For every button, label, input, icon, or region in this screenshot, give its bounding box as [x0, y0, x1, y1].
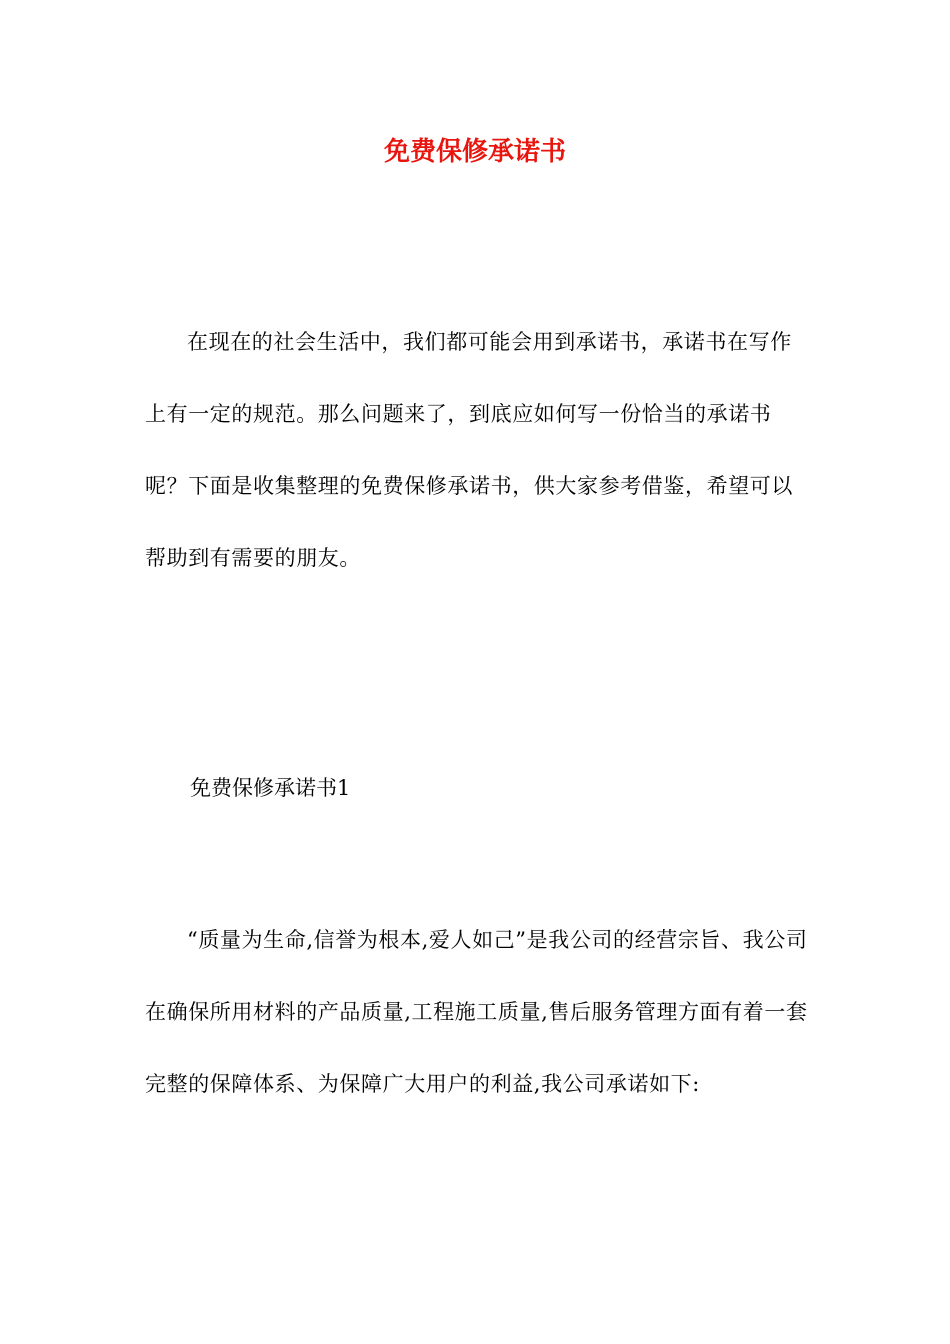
- intro-paragraph: 在现在的社会生活中，我们都可能会用到承诺书，承诺书在写作上有一定的规范。那么问题来了，到底应如何写一份恰当的承诺书呢？下面是收集整理的免费保修承诺书，供大家参考借鉴，希望可以帮助到有需要的朋友。: [145, 330, 793, 570]
- section-paragraph: “质量为生命,信誉为根本,爱人如己”是我公司的经营宗旨、我公司在确保所用材料的产品质量,工程施工质量,售后服务管理方面有着一套完整的保障体系、为保障广大用户的利益,我公司承诺如下:: [145, 928, 808, 1096]
- document-title: 免费保修承诺书: [383, 137, 566, 167]
- section-heading: 免费保修承诺书1: [190, 776, 351, 800]
